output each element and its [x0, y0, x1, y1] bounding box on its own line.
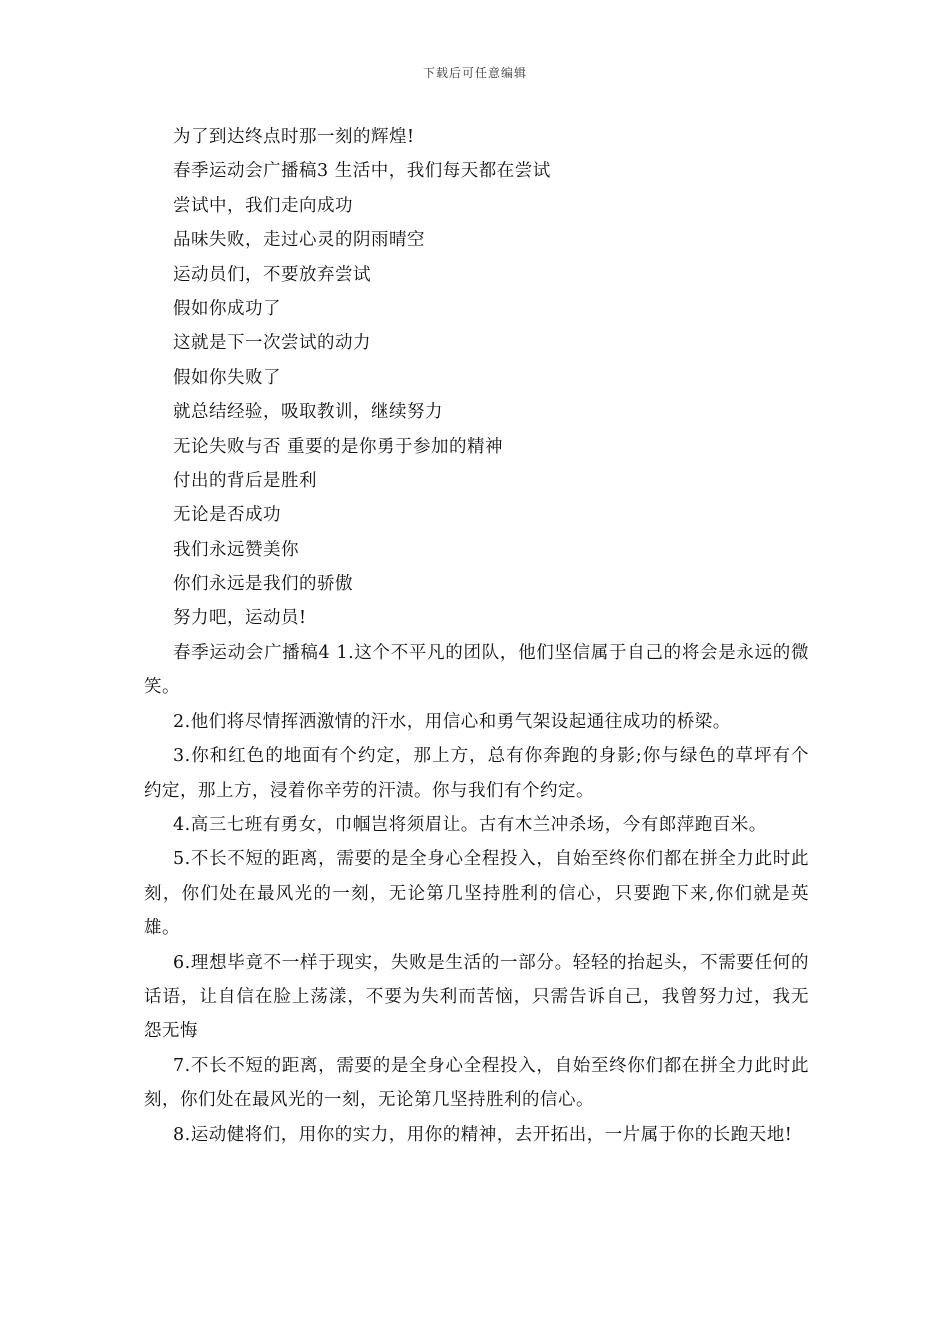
- paragraph: 2.他们将尽情挥洒激情的汗水，用信心和勇气架设起通往成功的桥梁。: [173, 711, 731, 732]
- poem-line: 品味失败，走过心灵的阴雨晴空: [173, 230, 425, 251]
- poem-line: 尝试中，我们走向成功: [173, 195, 353, 216]
- paragraph: 4.高三七班有勇女，巾帼岂将须眉让。古有木兰冲杀场，今有郎萍跑百米。: [173, 815, 767, 836]
- poem-line: 运动员们，不要放弃尝试: [173, 264, 371, 285]
- poem-line: 这就是下一次尝试的动力: [173, 333, 371, 354]
- poem-line: 我们永远赞美你: [173, 539, 299, 560]
- body-text: [144, 636, 809, 1152]
- poem-line: 无论失败与否 重要的是你勇于参加的精神: [173, 436, 504, 457]
- poem-line: 你们永远是我们的骄傲: [173, 574, 353, 595]
- paragraph: 3.你和红色的地面有个约定，那上方，总有你奔跑的身影;你与绿色的草坪有个约定，那上方，浸着你辛劳的汗渍。你与我们有个约定。: [144, 746, 809, 801]
- paragraph: 7.不长不短的距离，需要的是全身心全程投入，自始至终你们都在拼全力此时此刻，你们处在最风光的一刻，无论第几坚持胜利的信心。: [144, 1055, 809, 1111]
- poem-line: 假如你成功了: [173, 298, 281, 319]
- poem-line: 春季运动会广播稿3 生活中，我们每天都在尝试: [173, 161, 551, 182]
- poem-line: 为了到达终点时那一刻的辉煌!: [173, 127, 415, 147]
- paragraph: 春季运动会广播稿4 1.这个不平凡的团队，他们坚信属于自己的将会是永远的微笑。: [144, 643, 809, 698]
- poem-line: 付出的背后是胜利: [173, 470, 317, 491]
- page-header: 下载后可任意编辑: [422, 66, 527, 80]
- paragraph: 5.不长不短的距离，需要的是全身心全程投入，自始至终你们都在拼全力此时此刻，你们处在最风光的一刻，无论第几坚持胜利的信心，只要跑下来,你们就是英雄。: [144, 849, 809, 939]
- paragraph: 6.理想毕竟不一样于现实，失败是生活的一部分。轻轻的抬起头，不需要任何的话语，让自信在脸上荡漾，不要为失利而苦恼，只需告诉自己，我曾努力过，我无怨无悔: [144, 952, 809, 1042]
- paragraph: 8.运动健将们，用你的实力，用你的精神，去开拓出，一片属于你的长跑天地!: [173, 1124, 793, 1145]
- poem-line: 就总结经验，吸取教训，继续努力: [173, 402, 443, 423]
- poem-line: 努力吧，运动员!: [173, 608, 307, 629]
- poem-block: [173, 120, 833, 636]
- poem-line: 无论是否成功: [173, 505, 281, 526]
- poem-line: 假如你失败了: [173, 367, 281, 388]
